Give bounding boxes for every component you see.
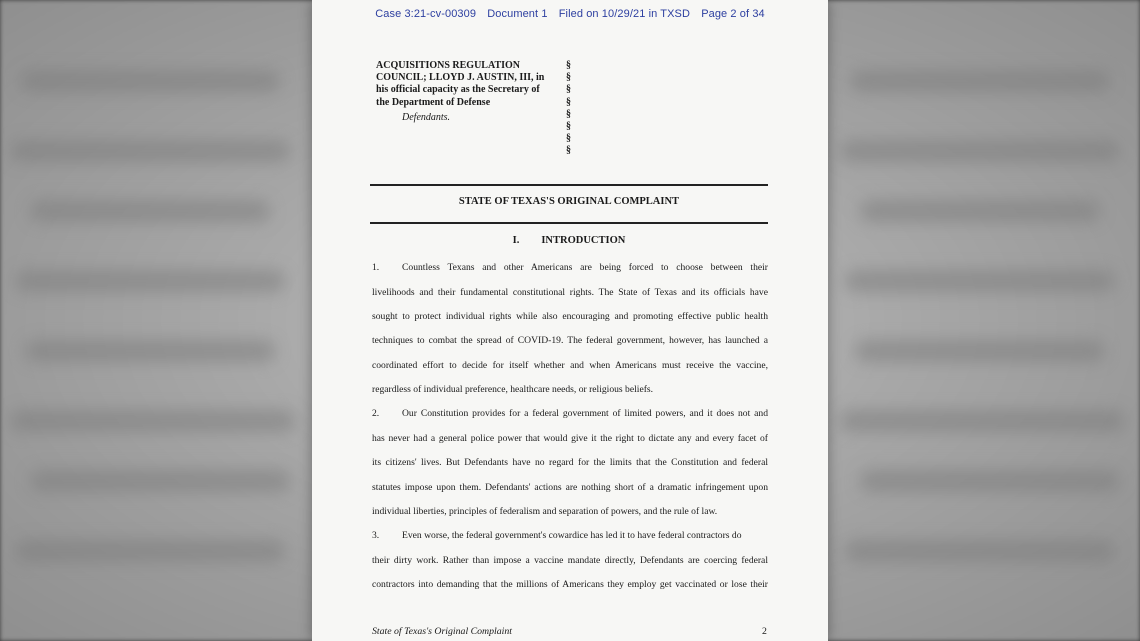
- section-number: I.: [512, 235, 520, 246]
- paragraph-line: Countless Texans and other Americans are being forced to choose between their: [402, 262, 768, 273]
- paragraph-number: 2.: [372, 408, 380, 419]
- document-number: Document 1: [487, 8, 548, 20]
- paragraph-line: individual liberties, principles of federalism and separation of powers, and the rule of law.: [372, 506, 718, 517]
- section-mark: §: [566, 60, 571, 71]
- caption-line: the Department of Defense: [376, 96, 491, 108]
- paragraph-line: has never had a general police power that would give it the right to dictate any and every facet of: [372, 433, 768, 444]
- paragraph-number: 1.: [372, 262, 380, 273]
- section-mark: §: [566, 133, 571, 145]
- caption-line: ACQUISITIONS REGULATION: [376, 60, 521, 71]
- paragraph-line: regardless of individual preference, healthcare needs, or religious beliefs.: [372, 384, 654, 395]
- caption-line: COUNCIL; LLOYD J. AUSTIN, III, in: [376, 72, 545, 84]
- section-mark: §: [566, 96, 571, 108]
- complaint-title: STATE OF TEXAS'S ORIGINAL COMPLAINT: [458, 196, 680, 207]
- paragraph-line: Even worse, the federal government's cowardice has led it to have federal contractors do: [402, 530, 742, 541]
- page-indicator: Page 2 of 34: [701, 8, 765, 20]
- paragraph-line: their dirty work. Rather than impose a vaccine mandate directly, Defendants are coercing federal: [372, 555, 768, 566]
- defendants-label: Defendants.: [402, 112, 451, 123]
- case-header: [312, 8, 828, 20]
- caption-line: his official capacity as the Secretary of: [376, 84, 540, 96]
- divider-top: [370, 184, 768, 186]
- section-marks: [566, 60, 578, 158]
- document-page: [312, 0, 828, 641]
- footer-page-number: 2: [762, 626, 767, 637]
- divider-bottom: [370, 222, 768, 224]
- filed-date: Filed on 10/29/21 in TXSD: [558, 8, 691, 20]
- section-label: INTRODUCTION: [541, 235, 626, 246]
- blurred-background-right: [830, 0, 1140, 641]
- paragraph-number: 3.: [372, 530, 380, 541]
- case-caption: [376, 60, 556, 109]
- section-heading: [370, 235, 768, 246]
- paragraph-line: sought to protect individual rights while also encouraging and promoting effective public health: [372, 311, 768, 322]
- section-mark: §: [566, 72, 571, 84]
- paragraph-line: contractors into demanding that the millions of Americans they employ get vaccinated or lose their: [372, 579, 768, 590]
- paragraph-line: coordinated effort to decide for itself whether and when Americans must receive the vaccine,: [372, 360, 768, 371]
- blurred-background-left: [0, 0, 310, 641]
- paragraph-line: its citizens' lives. But Defendants have no regard for the limits that the Constitution and federal: [372, 457, 768, 468]
- case-number: Case 3:21-cv-00309: [375, 8, 477, 20]
- paragraph-line: livelihoods and their fundamental constitutional rights. The State of Texas and its officials have: [372, 287, 768, 298]
- paragraph-line: statutes impose upon them. Defendants' actions are nothing short of a dramatic infringement upon: [372, 482, 768, 493]
- section-mark: §: [566, 121, 571, 133]
- section-mark: §: [566, 108, 571, 120]
- paragraph-line: Our Constitution provides for a federal government of limited powers, and it does not and: [402, 408, 768, 419]
- section-mark: §: [566, 145, 571, 157]
- footer-title: State of Texas's Original Complaint: [372, 626, 512, 637]
- section-mark: §: [566, 84, 571, 96]
- paragraph-line: techniques to combat the spread of COVID-19. The federal government, however, has launched a: [372, 335, 768, 346]
